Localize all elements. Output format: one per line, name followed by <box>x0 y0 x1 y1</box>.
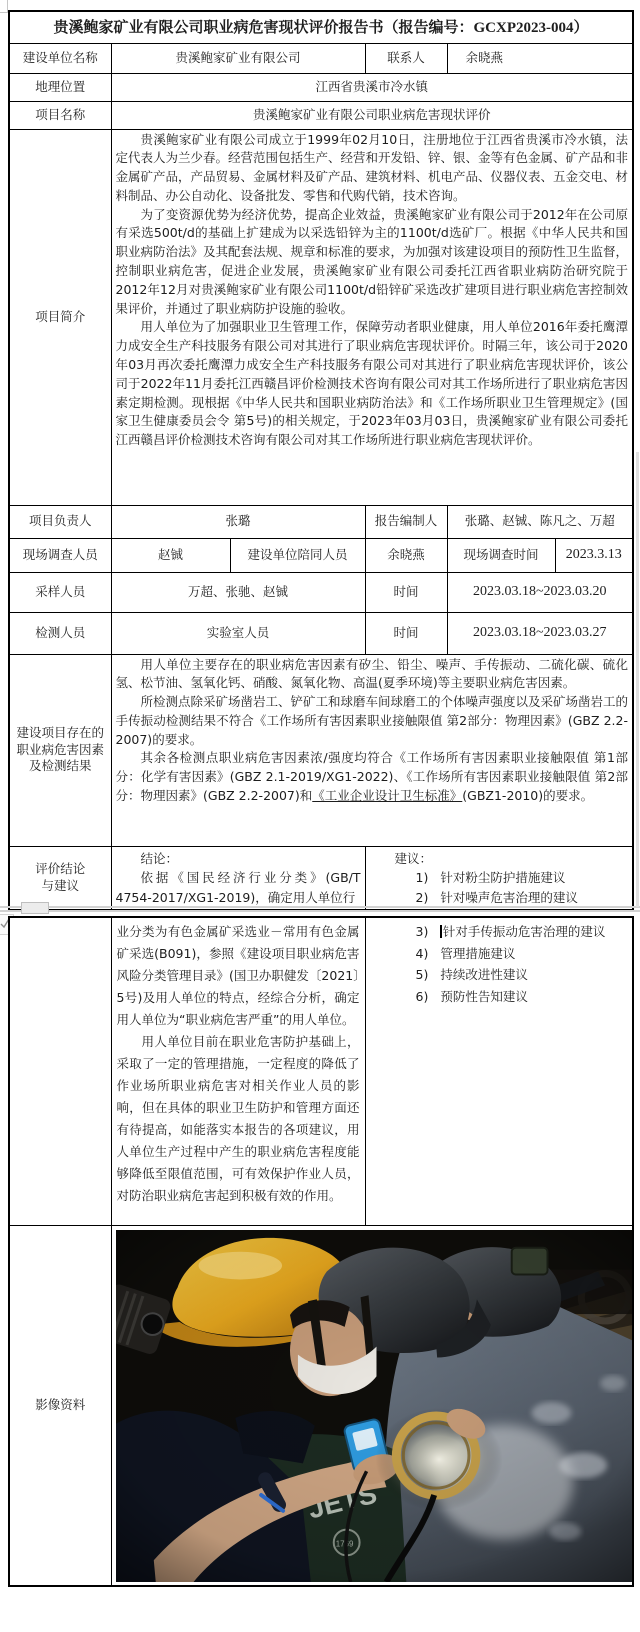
project-name-value: 贵溪鲍家矿业有限公司职业病危害现状评价 <box>111 101 633 129</box>
conclusion-paragraph-start: 依据《国民经济行业分类》(GB/T 4754-2017/XG1-2019)，确定用人单位行 <box>115 870 361 905</box>
contact-label: 联系人 <box>365 43 447 73</box>
conclusion-row-page2 <box>9 917 633 1225</box>
title-row <box>9 11 633 43</box>
suggestion-item-2: 2) 针对噪声危害治理的建议 <box>415 889 578 905</box>
survey-label: 现场调查人员 <box>9 538 111 572</box>
conclusion-label <box>9 846 111 910</box>
site-photo-illustration <box>116 1230 633 1582</box>
surveyor-value: 赵铖 <box>111 538 230 572</box>
suggestions-page1 <box>365 846 633 910</box>
text-cursor <box>440 925 442 938</box>
conclusion-label-line1: 评价结论 <box>35 860 86 876</box>
conclusion-label-continued <box>9 917 111 1225</box>
site-photo <box>116 1230 631 1582</box>
sampling-row <box>9 572 633 612</box>
testing-label: 检测人员 <box>9 612 111 654</box>
hazards-text <box>111 654 633 846</box>
suggestions-page2 <box>365 917 633 1225</box>
unit-name-label: 建设单位名称 <box>9 43 111 73</box>
survey-time-label: 现场调查时间 <box>447 538 555 572</box>
conclusion-paragraph-2: 用人单位目前在职业危害防护基础上，采取了一定的管理措施，一定程度的降低了作业场所职业病危害对相关作业人员的影响，但在具体的职业卫生防护和管理方面还有待提高，如能落实本报告的各项建议，用人单位生产过程中产生的职业病危害程度能够降低至限值范围，可有效保护作业人员，对防治职业病危害起到积极有效的作用。 <box>116 1034 360 1203</box>
report-title-zh: 贵溪鲍家矿业有限公司职业病危害现状评价报告书（报告编号： <box>53 17 474 36</box>
media-label: 影像资料 <box>9 1225 111 1586</box>
report-title-close: ） <box>573 17 589 36</box>
page-break-handle <box>21 902 49 914</box>
sampling-time-label: 时间 <box>365 572 447 612</box>
project-intro-text <box>111 129 633 505</box>
location-row <box>9 73 633 101</box>
accompany-label: 建设单位陪同人员 <box>230 538 365 572</box>
hazards-row <box>9 654 633 846</box>
intro-paragraph-3: 用人单位为了加强职业卫生管理工作，保障劳动者职业健康，用人单位2016年委托鹰潭力成安全生产科技服务有限公司对其进行了职业病危害现状评价。时隔三年，该公司于2020年03月再次委托鹰潭力成安全生产科技服务有限公司对其进行了职业病危害现状评价，该公司于2022年11月委托江西赣昌评价检测技术咨询有限公司对其工作场所进行了职业病危害因素定期检测。现根据《中华人民共和国职业病防治法》和《工作场所职业卫生管理规定》(国家卫生健康委员会令 第5号)的相关规定，于2023年03月03日，贵溪鲍家矿业有限公司委托江西赣昌评价检测技术咨询有限公司对其工作场所进行职业病危害现状评价。 <box>115 319 628 448</box>
samplers-value: 万超、张驰、赵铖 <box>111 572 365 612</box>
leader-label: 项目负责人 <box>9 505 111 538</box>
suggestion-item-5: 5) 持续改进性建议 <box>415 967 528 982</box>
location-value: 江西省贵溪市冷水镇 <box>111 73 633 101</box>
conclusion-text-page1 <box>111 846 365 910</box>
conclusion-title: 结论： <box>140 850 179 866</box>
compiler-label: 报告编制人 <box>365 505 447 538</box>
testing-time-label: 时间 <box>365 612 447 654</box>
project-name-row <box>9 101 633 129</box>
conclusion-text-page2 <box>111 917 365 1225</box>
media-row <box>9 1225 633 1586</box>
report-table-page2 <box>8 916 634 1587</box>
accompany-value: 余晓燕 <box>365 538 447 572</box>
survey-time-value: 2023.3.13 <box>555 538 633 572</box>
leader-value: 张璐 <box>111 505 365 538</box>
hazards-paragraph-1: 用人单位主要存在的职业病危害因素有矽尘、铅尘、噪声、手传振动、二硫化碳、硫化氢、松节油、氢氧化钙、硝酸、氮氧化物、高温(夏季环境)等主要职业病危害因素。 <box>115 656 628 691</box>
suggestion-item-1: 1) 针对粉尘防护措施建议 <box>415 870 566 885</box>
testers-value: 实验室人员 <box>111 612 365 654</box>
report-title <box>9 11 633 43</box>
page-break-line-2 <box>0 910 640 912</box>
right-edge-artifact <box>636 452 639 907</box>
project-intro-label: 项目简介 <box>9 129 111 505</box>
compiler-value: 张璐、赵铖、陈凡之、万超 <box>447 505 633 538</box>
suggestion-item-4: 4) 管理措施建议 <box>415 945 516 961</box>
testing-row <box>9 612 633 654</box>
leader-row <box>9 505 633 538</box>
conclusion-paragraph-continued: 业分类为有色金属矿采选业－常用有色金属矿采选(B091)，参照《建设项目职业病危害风险分类管理目录》(国卫办职健发〔2021〕5号)及用人单位的特点，经综合分析，确定用人单位为“职业病危害严重”的用人单位。 <box>116 924 360 1027</box>
conclusion-label-line2: 与建议 <box>41 877 79 893</box>
suggestion-item-6: 6) 预防性告知建议 <box>415 988 528 1004</box>
hazards-p3-post: (GBZ1-2010)的要求。 <box>462 788 594 804</box>
project-intro-row <box>9 129 633 505</box>
unit-row <box>9 43 633 73</box>
hazards-p3-pre: 其余各检测点职业病危害因素浓/强度均符合《工作场所有害因素职业接触限值 第1部分：化学有害因素》(GBZ 2.1-2019/XG1-2022)、《工作场所有害因素职业接触限值 第2部分：物理因素》(GBZ 2.2-2007)和 <box>115 750 628 804</box>
report-number: GCXP2023-004 <box>473 19 574 36</box>
intro-paragraph-2: 为了变资源优势为经济优势，提高企业效益，贵溪鲍家矿业有限公司于2012年在公司原有采选500t/d的基础上扩建成为以采选铅锌为主的1100t/d选矿厂。根据《中华人民共和国职业病防治法》及其配套法规、规章和标准的要求，为加强对该建设项目的预防性卫生监督，控制职业病危害，促进企业发展，贵溪鲍家矿业有限公司委托江西省职业病防治研究院于2012年12月对贵溪鲍家矿业有限公司1100t/d铅锌矿采选改扩建项目进行职业病危害控制效果评价，并通过了职业病防护设施的验收。 <box>115 206 629 316</box>
sampling-time-value: 2023.03.18~2023.03.20 <box>447 572 633 612</box>
media-photo-cell <box>111 1225 633 1586</box>
location-label: 地理位置 <box>9 73 111 101</box>
suggestion-item-3: 3) 针对手传振动危害治理的建议 <box>415 924 606 939</box>
hazards-label: 建设项目存在的职业病危害因素及检测结果 <box>9 654 111 846</box>
hazards-paragraph-2: 所检测点除采矿场凿岩工、铲矿工和球磨车间球磨工的个体噪声强度以及采矿场凿岩工的手传振动检测结果不符合《工作场所有害因素职业接触限值 第2部分：物理因素》(GBZ 2.2-2007)的要求。 <box>115 694 629 747</box>
report-table-page1 <box>8 10 634 911</box>
page-break-line-1 <box>0 906 640 908</box>
testing-time-value: 2023.03.18~2023.03.27 <box>447 612 633 654</box>
project-name-label: 项目名称 <box>9 101 111 129</box>
sampling-label: 采样人员 <box>9 572 111 612</box>
hazards-p3-underlined-standard: 《工业企业设计卫生标准》 <box>312 788 463 804</box>
conclusion-row-page1 <box>9 846 633 910</box>
suggestions-title: 建议： <box>394 850 433 866</box>
intro-paragraph-1: 贵溪鲍家矿业有限公司成立于1999年02月10日，注册地位于江西省贵溪市冷水镇，法定代表人为兰少春。经营范围包括生产、经营和开发铅、锌、银、金等有色金属、矿产品和非金属矿产品，产品贸易、金属材料及矿产品、建筑材料、机电产品、仪器仪表、五金交电、材料制品、办公自动化、设备批发、零售和代购代销，技术咨询。 <box>115 131 629 203</box>
hazards-paragraph-3 <box>116 749 629 805</box>
survey-row <box>9 538 633 572</box>
table-corner-artifact <box>0 0 8 13</box>
contact-value: 余晓燕 <box>447 43 633 73</box>
unit-name-value: 贵溪鲍家矿业有限公司 <box>111 43 365 73</box>
